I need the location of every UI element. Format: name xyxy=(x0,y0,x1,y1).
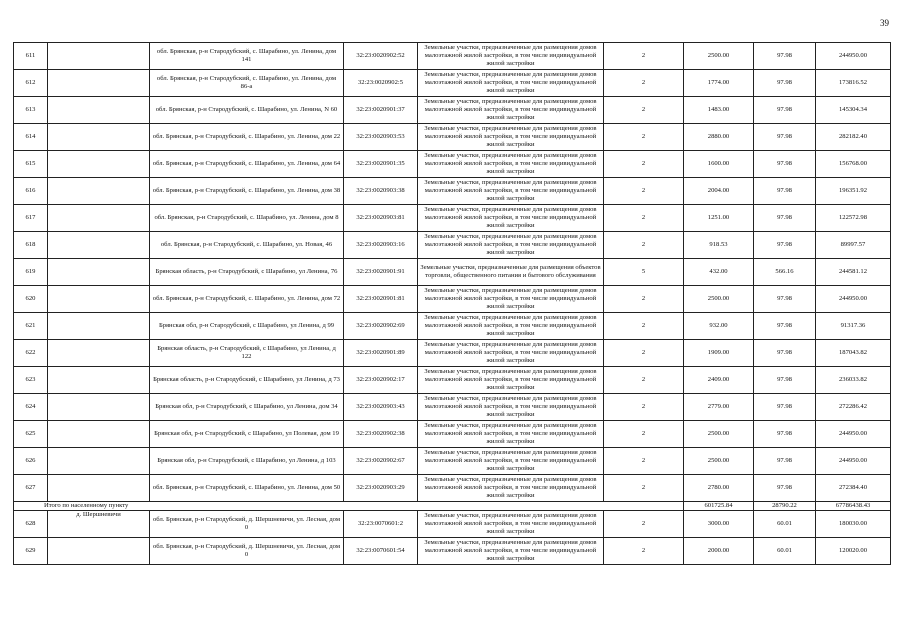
row-number: 627 xyxy=(14,475,48,502)
plot-address: обл. Брянская, р-н Стародубский, с. Шарабино, ул. Ленина, N 60 xyxy=(150,97,344,124)
specific-cadastral-value: 97.98 xyxy=(754,448,816,475)
land-use-type: Земельные участки, предназначенные для размещения домов малоэтажной жилой застройки, в том числе индивидуальной жилой застройки xyxy=(418,538,604,565)
settlement-name xyxy=(48,367,150,394)
specific-cadastral-value: 97.98 xyxy=(754,475,816,502)
use-group: 2 xyxy=(604,511,684,538)
total-value: 67786438.43 xyxy=(816,502,891,511)
use-group: 2 xyxy=(604,151,684,178)
plot-address: Брянская область, р-н Стародубский, с Шарабино, ул Ленина, 76 xyxy=(150,259,344,286)
specific-cadastral-value: 97.98 xyxy=(754,340,816,367)
settlement-name xyxy=(48,70,150,97)
plot-area: 2500.00 xyxy=(684,421,754,448)
settlement-name xyxy=(48,313,150,340)
plot-address: обл. Брянская, р-н Стародубский, с. Шарабино, ул. Ленина, дом 8 xyxy=(150,205,344,232)
plot-address: обл. Брянская, р-н Стародубский, с. Шарабино, ул. Ленина, дом 72 xyxy=(150,286,344,313)
use-group: 2 xyxy=(604,286,684,313)
row-number: 614 xyxy=(14,124,48,151)
land-plot-table xyxy=(13,42,891,565)
table-row xyxy=(14,421,891,448)
cadastral-value: 91317.36 xyxy=(816,313,891,340)
table-row xyxy=(14,97,891,124)
plot-address: Брянская обл, р-н Стародубский, с Шарабино, ул Ленина, д 99 xyxy=(150,313,344,340)
settlement-name xyxy=(48,394,150,421)
use-group: 2 xyxy=(604,178,684,205)
cadastral-number: 32:23:0020902:69 xyxy=(344,313,418,340)
table-body-lower xyxy=(14,511,891,565)
plot-area: 2780.00 xyxy=(684,475,754,502)
table-row xyxy=(14,448,891,475)
row-number: 613 xyxy=(14,97,48,124)
cadastral-number: 32:23:0070601:54 xyxy=(344,538,418,565)
row-number: 622 xyxy=(14,340,48,367)
land-use-type: Земельные участки, предназначенные для размещения домов малоэтажной жилой застройки, в том числе индивидуальной жилой застройки xyxy=(418,43,604,70)
settlement-name xyxy=(48,340,150,367)
plot-area: 2004.00 xyxy=(684,178,754,205)
plot-area: 2880.00 xyxy=(684,124,754,151)
table-row xyxy=(14,259,891,286)
use-group: 2 xyxy=(604,124,684,151)
land-use-type: Земельные участки, предназначенные для размещения домов малоэтажной жилой застройки, в том числе индивидуальной жилой застройки xyxy=(418,97,604,124)
settlement-name xyxy=(48,178,150,205)
specific-cadastral-value: 97.98 xyxy=(754,286,816,313)
row-number: 629 xyxy=(14,538,48,565)
specific-cadastral-value: 60.01 xyxy=(754,511,816,538)
specific-cadastral-value: 97.98 xyxy=(754,43,816,70)
plot-address: обл. Брянская, р-н Стародубский, с. Шарабино, ул. Новая, 46 xyxy=(150,232,344,259)
table-row xyxy=(14,367,891,394)
use-group: 2 xyxy=(604,232,684,259)
row-number: 612 xyxy=(14,70,48,97)
land-use-type: Земельные участки, предназначенные для размещения домов малоэтажной жилой застройки, в том числе индивидуальной жилой застройки xyxy=(418,232,604,259)
land-use-type: Земельные участки, предназначенные для размещения домов малоэтажной жилой застройки, в том числе индивидуальной жилой застройки xyxy=(418,475,604,502)
row-number: 620 xyxy=(14,286,48,313)
use-group: 2 xyxy=(604,421,684,448)
cadastral-value: 272384.40 xyxy=(816,475,891,502)
cadastral-number: 32:23:0020903:38 xyxy=(344,178,418,205)
table-total xyxy=(14,502,891,511)
cadastral-value: 244950.00 xyxy=(816,43,891,70)
plot-address: обл. Брянская, р-н Стародубский, с. Шарабино, ул. Ленина, дом 86-а xyxy=(150,70,344,97)
cadastral-number: 32:23:0020903:16 xyxy=(344,232,418,259)
use-group: 5 xyxy=(604,259,684,286)
use-group: 2 xyxy=(604,367,684,394)
land-use-type: Земельные участки, предназначенные для размещения домов малоэтажной жилой застройки, в том числе индивидуальной жилой застройки xyxy=(418,448,604,475)
plot-area: 3000.00 xyxy=(684,511,754,538)
table-row xyxy=(14,178,891,205)
cadastral-number: 32:23:0020902:67 xyxy=(344,448,418,475)
cadastral-number: 32:23:0020903:43 xyxy=(344,394,418,421)
specific-cadastral-value: 566.16 xyxy=(754,259,816,286)
use-group: 2 xyxy=(604,394,684,421)
settlement-name xyxy=(48,232,150,259)
table-row xyxy=(14,475,891,502)
row-number: 617 xyxy=(14,205,48,232)
settlement-name xyxy=(48,43,150,70)
land-use-type: Земельные участки, предназначенные для размещения домов малоэтажной жилой застройки, в том числе индивидуальной жилой застройки xyxy=(418,340,604,367)
row-number: 621 xyxy=(14,313,48,340)
row-number: 626 xyxy=(14,448,48,475)
cadastral-value: 89997.57 xyxy=(816,232,891,259)
plot-address: обл. Брянская, р-н Стародубский, с. Шарабино, ул. Ленина, дом 50 xyxy=(150,475,344,502)
land-use-type: Земельные участки, предназначенные для размещения домов малоэтажной жилой застройки, в том числе индивидуальной жилой застройки xyxy=(418,421,604,448)
cadastral-value: 196351.92 xyxy=(816,178,891,205)
plot-area: 1909.00 xyxy=(684,340,754,367)
table-row xyxy=(14,124,891,151)
cadastral-number: 32:23:0020902:38 xyxy=(344,421,418,448)
plot-address: обл. Брянская, р-н Стародубский, с. Шарабино, ул. Ленина, дом 22 xyxy=(150,124,344,151)
total-area: 601725.84 xyxy=(684,502,754,511)
settlement-total-row xyxy=(14,502,891,511)
specific-cadastral-value: 97.98 xyxy=(754,205,816,232)
plot-area: 2409.00 xyxy=(684,367,754,394)
settlement-name xyxy=(48,538,150,565)
plot-address: обл. Брянская, р-н Стародубский, д. Шершневичи, ул. Лесная, дом 0 xyxy=(150,511,344,538)
row-number: 624 xyxy=(14,394,48,421)
table-row xyxy=(14,340,891,367)
settlement-name: д. Шершневичи xyxy=(48,511,150,538)
land-use-type: Земельные участки, предназначенные для размещения домов малоэтажной жилой застройки, в том числе индивидуальной жилой застройки xyxy=(418,124,604,151)
specific-cadastral-value: 60.01 xyxy=(754,538,816,565)
plot-address: Брянская обл, р-н Стародубский, с Шарабино, ул Ленина, дом 34 xyxy=(150,394,344,421)
use-group: 2 xyxy=(604,475,684,502)
settlement-name xyxy=(48,259,150,286)
plot-address: Брянская обл, р-н Стародубский, с Шарабино, ул Полевая, дом 19 xyxy=(150,421,344,448)
plot-address: Брянская область, р-н Стародубский, с Шарабино, ул Ленина, д 122 xyxy=(150,340,344,367)
use-group: 2 xyxy=(604,340,684,367)
cadastral-value: 120020.00 xyxy=(816,538,891,565)
use-group: 2 xyxy=(604,538,684,565)
specific-cadastral-value: 97.98 xyxy=(754,70,816,97)
plot-area: 918.53 xyxy=(684,232,754,259)
cadastral-number: 32:23:0020901:89 xyxy=(344,340,418,367)
row-number: 616 xyxy=(14,178,48,205)
specific-cadastral-value: 97.98 xyxy=(754,124,816,151)
total-label: Итого по населенному пункту xyxy=(14,502,684,511)
settlement-name xyxy=(48,475,150,502)
use-group: 2 xyxy=(604,70,684,97)
cadastral-number: 32:23:0020901:91 xyxy=(344,259,418,286)
land-use-type: Земельные участки, предназначенные для размещения домов малоэтажной жилой застройки, в том числе индивидуальной жилой застройки xyxy=(418,70,604,97)
cadastral-value: 180030.00 xyxy=(816,511,891,538)
land-use-type: Земельные участки, предназначенные для размещения домов малоэтажной жилой застройки, в том числе индивидуальной жилой застройки xyxy=(418,178,604,205)
cadastral-number: 32:23:0020901:37 xyxy=(344,97,418,124)
plot-area: 1600.00 xyxy=(684,151,754,178)
row-number: 625 xyxy=(14,421,48,448)
cadastral-value: 173816.52 xyxy=(816,70,891,97)
cadastral-number: 32:23:0020902:17 xyxy=(344,367,418,394)
cadastral-value: 145304.34 xyxy=(816,97,891,124)
settlement-name xyxy=(48,205,150,232)
settlement-name xyxy=(48,286,150,313)
specific-cadastral-value: 97.98 xyxy=(754,232,816,259)
plot-area: 1774.00 xyxy=(684,70,754,97)
land-use-type: Земельные участки, предназначенные для размещения домов малоэтажной жилой застройки, в том числе индивидуальной жилой застройки xyxy=(418,367,604,394)
table-body-upper xyxy=(14,43,891,502)
settlement-name xyxy=(48,97,150,124)
cadastral-value: 282182.40 xyxy=(816,124,891,151)
land-use-type: Земельные участки, предназначенные для размещения домов малоэтажной жилой застройки, в том числе индивидуальной жилой застройки xyxy=(418,511,604,538)
cadastral-value: 272286.42 xyxy=(816,394,891,421)
cadastral-value: 244950.00 xyxy=(816,421,891,448)
use-group: 2 xyxy=(604,43,684,70)
specific-cadastral-value: 97.98 xyxy=(754,178,816,205)
row-number: 618 xyxy=(14,232,48,259)
total-price: 28790.22 xyxy=(754,502,816,511)
settlement-name xyxy=(48,124,150,151)
specific-cadastral-value: 97.98 xyxy=(754,421,816,448)
settlement-name xyxy=(48,151,150,178)
plot-address: Брянская обл, р-н Стародубский, с Шарабино, ул Ленина, д 103 xyxy=(150,448,344,475)
plot-area: 1483.00 xyxy=(684,97,754,124)
use-group: 2 xyxy=(604,97,684,124)
plot-area: 2779.00 xyxy=(684,394,754,421)
cadastral-value: 122572.98 xyxy=(816,205,891,232)
cadastral-number: 32:23:0020901:81 xyxy=(344,286,418,313)
land-use-type: Земельные участки, предназначенные для размещения домов малоэтажной жилой застройки, в том числе индивидуальной жилой застройки xyxy=(418,205,604,232)
table-row xyxy=(14,232,891,259)
table-row xyxy=(14,538,891,565)
row-number: 623 xyxy=(14,367,48,394)
row-number: 619 xyxy=(14,259,48,286)
plot-area: 2500.00 xyxy=(684,286,754,313)
settlement-name xyxy=(48,421,150,448)
table-row xyxy=(14,313,891,340)
land-use-type: Земельные участки, предназначенные для размещения домов малоэтажной жилой застройки, в том числе индивидуальной жилой застройки xyxy=(418,286,604,313)
land-use-type: Земельные участки, предназначенные для размещения объектов торговли, общественного питания и бытового обслуживания xyxy=(418,259,604,286)
land-use-type: Земельные участки, предназначенные для размещения домов малоэтажной жилой застройки, в том числе индивидуальной жилой застройки xyxy=(418,313,604,340)
plot-address: обл. Брянская, р-н Стародубский, д. Шершневичи, ул. Лесная, дом 0 xyxy=(150,538,344,565)
plot-area: 432.00 xyxy=(684,259,754,286)
use-group: 2 xyxy=(604,205,684,232)
table-row xyxy=(14,205,891,232)
specific-cadastral-value: 97.98 xyxy=(754,313,816,340)
cadastral-number: 32:23:0020903:29 xyxy=(344,475,418,502)
row-number: 628 xyxy=(14,511,48,538)
page-number: 39 xyxy=(880,18,889,28)
cadastral-value: 156768.00 xyxy=(816,151,891,178)
cadastral-number: 32:23:0020902:52 xyxy=(344,43,418,70)
cadastral-number: 32:23:0070601:2 xyxy=(344,511,418,538)
cadastral-number: 32:23:0020902:5 xyxy=(344,70,418,97)
cadastral-value: 244581.12 xyxy=(816,259,891,286)
table-row xyxy=(14,511,891,538)
cadastral-value: 244950.00 xyxy=(816,448,891,475)
table-row xyxy=(14,286,891,313)
plot-area: 2500.00 xyxy=(684,43,754,70)
row-number: 615 xyxy=(14,151,48,178)
row-number: 611 xyxy=(14,43,48,70)
settlement-name xyxy=(48,448,150,475)
cadastral-value: 187043.82 xyxy=(816,340,891,367)
table-row xyxy=(14,394,891,421)
table-row xyxy=(14,151,891,178)
cadastral-number: 32:23:0020903:53 xyxy=(344,124,418,151)
specific-cadastral-value: 97.98 xyxy=(754,367,816,394)
cadastral-number: 32:23:0020903:81 xyxy=(344,205,418,232)
plot-address: обл. Брянская, р-н Стародубский, с. Шарабино, ул. Ленина, дом 38 xyxy=(150,178,344,205)
specific-cadastral-value: 97.98 xyxy=(754,394,816,421)
cadastral-value: 236033.82 xyxy=(816,367,891,394)
land-use-type: Земельные участки, предназначенные для размещения домов малоэтажной жилой застройки, в том числе индивидуальной жилой застройки xyxy=(418,151,604,178)
table-row xyxy=(14,70,891,97)
cadastral-number: 32:23:0020901:35 xyxy=(344,151,418,178)
plot-address: обл. Брянская, р-н Стародубский, с. Шарабино, ул. Ленина, дом 64 xyxy=(150,151,344,178)
use-group: 2 xyxy=(604,313,684,340)
plot-area: 932.00 xyxy=(684,313,754,340)
land-use-type: Земельные участки, предназначенные для размещения домов малоэтажной жилой застройки, в том числе индивидуальной жилой застройки xyxy=(418,394,604,421)
cadastral-value: 244950.00 xyxy=(816,286,891,313)
plot-area: 2500.00 xyxy=(684,448,754,475)
plot-area: 2000.00 xyxy=(684,538,754,565)
use-group: 2 xyxy=(604,448,684,475)
plot-address: обл. Брянская, р-н Стародубский, с. Шарабино, ул. Ленина, дом 141 xyxy=(150,43,344,70)
plot-address: Брянская область, р-н Стародубский, с Шарабино, ул Ленина, д 73 xyxy=(150,367,344,394)
specific-cadastral-value: 97.98 xyxy=(754,97,816,124)
specific-cadastral-value: 97.98 xyxy=(754,151,816,178)
plot-area: 1251.00 xyxy=(684,205,754,232)
table-row xyxy=(14,43,891,70)
